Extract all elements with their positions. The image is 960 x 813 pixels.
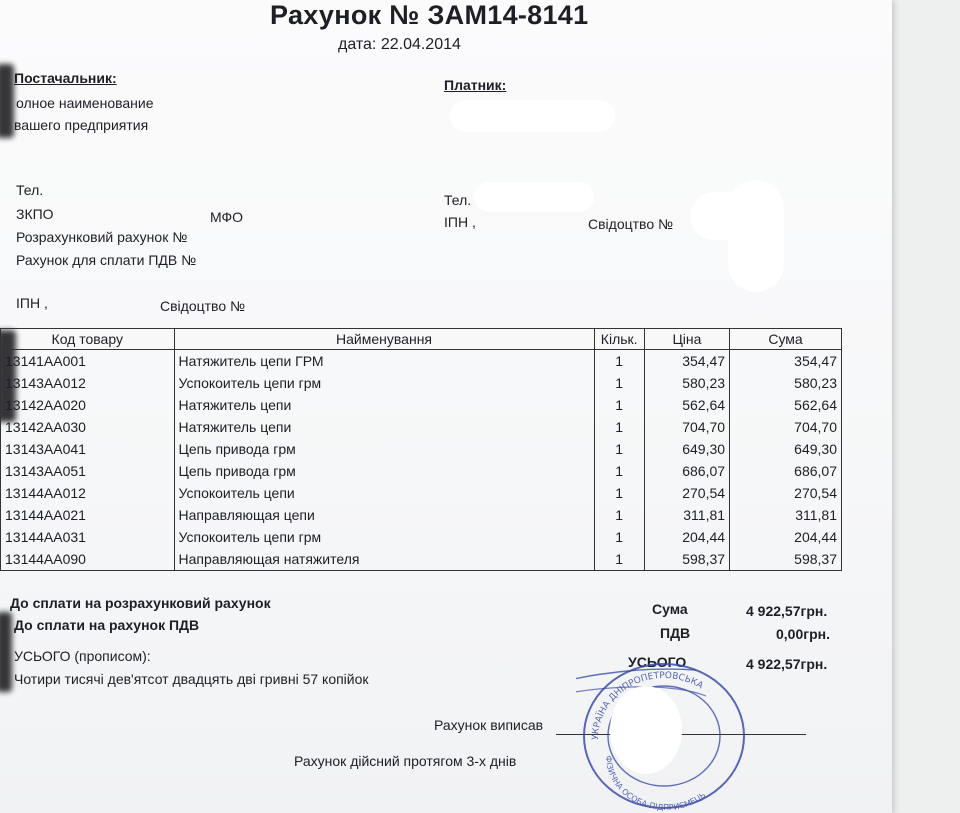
cell-sum: 562,64 (730, 394, 842, 416)
cell-name: Направляющая натяжителя (174, 548, 594, 571)
cell-code: 13144АА090 (1, 548, 175, 571)
cell-name: Успокоитель цепи грм (174, 526, 594, 548)
cell-name: Успокоитель цепи (174, 482, 594, 504)
cell-price: 311,81 (644, 504, 729, 526)
supplier-mfo: МФО (210, 209, 244, 225)
cell-code: 13144АА021 (1, 504, 175, 526)
cell-sum: 204,44 (730, 526, 842, 548)
payer-tel: Тел. (444, 192, 472, 208)
table-row (1, 438, 842, 460)
vat-value: 0,00грн. (776, 626, 830, 642)
col-header-code: Код товару (1, 329, 175, 350)
payer-tel-redaction (474, 182, 594, 212)
cell-sum: 649,30 (730, 438, 842, 460)
cell-price: 580,23 (644, 372, 729, 394)
cell-code: 13144АА031 (1, 526, 175, 548)
table-row (1, 372, 842, 394)
cell-qty: 1 (594, 526, 644, 548)
company-stamp (576, 656, 752, 812)
cell-code: 13141АА001 (1, 350, 175, 373)
total-label: УСЬОГО (628, 654, 687, 670)
table-row (1, 394, 842, 416)
sum-label: Сума (652, 601, 688, 617)
pay-vat-label: До сплати на рахунок ПДВ (14, 617, 200, 633)
table-row (1, 460, 842, 482)
invoice-date: дата: 22.04.2014 (338, 36, 461, 53)
cell-code: 13144АА012 (1, 482, 175, 504)
supplier-account: Розрахунковий рахунок № (16, 229, 188, 245)
col-header-sum: Сума (730, 329, 842, 350)
col-header-price: Ціна (644, 329, 729, 350)
cell-qty: 1 (594, 372, 644, 394)
table-header-row (1, 329, 842, 350)
issued-by-label: Рахунок виписав (434, 717, 544, 733)
payer-name-redaction (450, 100, 615, 132)
cell-sum: 270,54 (730, 482, 842, 504)
payer-cert-redaction-2 (728, 180, 784, 292)
supplier-certificate: Свідоцтво № (160, 298, 246, 314)
cell-price: 270,54 (644, 482, 729, 504)
col-header-name: Найменування (174, 329, 594, 350)
cell-qty: 1 (594, 416, 644, 438)
cell-price: 204,44 (644, 526, 729, 548)
validity-note: Рахунок дійсний протягом 3-х днів (294, 753, 517, 769)
total-words: Чотири тисячі дев'ятсот двадцять дві гривні 57 копійок (14, 671, 369, 687)
redaction-smudge-totals (0, 612, 12, 692)
payer-heading: Платник: (444, 77, 507, 93)
table-row (1, 526, 842, 548)
cell-qty: 1 (594, 548, 644, 571)
table-row (1, 504, 842, 526)
cell-sum: 598,37 (730, 548, 842, 571)
supplier-tel: Тел. (16, 182, 44, 198)
cell-code: 13142АА030 (1, 416, 175, 438)
cell-name: Цепь привода грм (174, 438, 594, 460)
cell-price: 562,64 (644, 394, 729, 416)
cell-code: 13142АА020 (1, 394, 175, 416)
total-value: 4 922,57грн. (746, 656, 828, 672)
cell-sum: 311,81 (730, 504, 842, 526)
sum-value: 4 922,57грн. (746, 603, 828, 619)
total-words-label: УСЬОГО (прописом): (14, 648, 151, 664)
supplier-name-line1: олное наименование (16, 95, 154, 111)
table-row (1, 416, 842, 438)
cell-price: 598,37 (644, 548, 729, 571)
col-header-qty: Кільк. (594, 329, 644, 350)
table-row (1, 482, 842, 504)
cell-name: Направляющая цепи (174, 504, 594, 526)
table-row (1, 548, 842, 571)
cell-sum: 580,23 (730, 372, 842, 394)
cell-qty: 1 (594, 438, 644, 460)
cell-code: 13143АА012 (1, 372, 175, 394)
cell-price: 686,07 (644, 460, 729, 482)
cell-price: 704,70 (644, 416, 729, 438)
cell-name: Натяжитель цепи (174, 394, 594, 416)
cell-code: 13143АА051 (1, 460, 175, 482)
cell-code: 13143АА041 (1, 438, 175, 460)
cell-qty: 1 (594, 350, 644, 373)
cell-name: Цепь привода грм (174, 460, 594, 482)
pay-account-label: До сплати на розрахунковий рахунок (10, 595, 271, 611)
supplier-vat-account: Рахунок для сплати ПДВ № (16, 252, 197, 268)
stamp-text-bottom: ФІЗИЧНА ОСОБА-ПІДПРИЄМЕЦЬ (603, 755, 708, 812)
stamp-text-top: УКРАЇНА ДНІПРОПЕТРОВСЬКА (590, 670, 705, 741)
cell-price: 649,30 (644, 438, 729, 460)
supplier-zkpo: ЗКПО (16, 206, 54, 222)
cell-qty: 1 (594, 504, 644, 526)
items-table (0, 328, 842, 571)
cell-name: Натяжитель цепи (174, 416, 594, 438)
invoice-title: Рахунок № ЗАМ14-8141 (270, 0, 589, 30)
cell-qty: 1 (594, 482, 644, 504)
payer-certificate: Свідоцтво № (588, 216, 674, 232)
cell-name: Успокоитель цепи грм (174, 372, 594, 394)
payer-ipn: ІПН , (444, 214, 476, 230)
vat-label: ПДВ (660, 625, 691, 641)
cell-qty: 1 (594, 460, 644, 482)
supplier-heading: Постачальник: (14, 70, 117, 86)
table-row (1, 350, 842, 373)
cell-sum: 354,47 (730, 350, 842, 373)
supplier-ipn: ІПН , (16, 295, 48, 311)
cell-price: 354,47 (644, 350, 729, 373)
cell-name: Натяжитель цепи ГРМ (174, 350, 594, 373)
redaction-smudge (0, 64, 14, 138)
supplier-name-line2: вашего предприятия (14, 117, 149, 133)
cell-qty: 1 (594, 394, 644, 416)
cell-sum: 704,70 (730, 416, 842, 438)
cell-sum: 686,07 (730, 460, 842, 482)
